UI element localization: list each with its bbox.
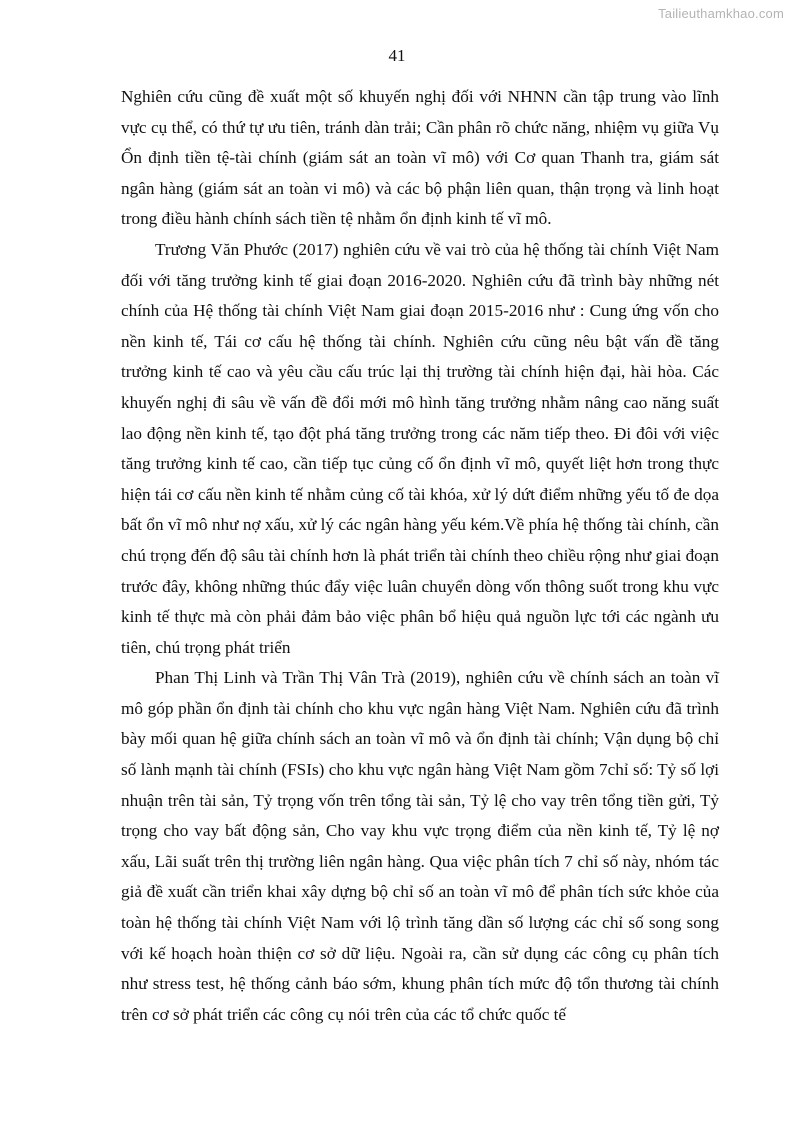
page-number: 41 [388, 46, 406, 65]
paragraph-recommendations: Nghiên cứu cũng đề xuất một số khuyến nghị đối với NHNN cần tập trung vào lĩnh vực cụ thể, có thứ tự ưu tiên, tránh dàn trải; Cần phân rõ chức năng, nhiệm vụ giữa Vụ Ổn định tiền tệ-tài chính (giám sát an toàn vĩ mô) với Cơ quan Thanh tra, giám sát ngân hàng (giám sát an toàn vi mô) và các bộ phận liên quan, thận trọng và linh hoạt trong điều hành chính sách tiền tệ nhằm ổn định kinh tế vĩ mô. [121, 87, 719, 229]
watermark: Tailieuthamkhao.com [658, 6, 784, 21]
document-body [121, 82, 719, 1030]
paragraph-phan-thi-linh: Phan Thị Linh và Trần Thị Vân Trà (2019), nghiên cứu về chính sách an toàn vĩ mô góp phần ổn định tài chính cho khu vực ngân hàng Việt Nam. Nghiên cứu đã trình bày mối quan hệ giữa chính sách an toàn vĩ mô và ổn định tài chính; Vận dụng bộ chỉ số lành mạnh tài chính (FSIs) cho khu vực ngân hàng Việt Nam gồm 7chỉ số: Tỷ số lợi nhuận trên tài sản, Tỷ trọng vốn trên tổng tài sản, Tỷ lệ cho vay trên tổng tiền gửi, Tỷ trọng cho vay bất động sản, Cho vay khu vực trọng điểm của nền kinh tế, Tỷ lệ nợ xấu, Lãi suất trên thị trường liên ngân hàng. Qua việc phân tích 7 chỉ số này, nhóm tác giả đề xuất cần triển khai xây dựng bộ chỉ số an toàn vĩ mô để phân tích sức khỏe của toàn hệ thống tài chính Việt Nam với lộ trình tăng dần số lượng các chỉ số song song với kế hoạch hoàn thiện cơ sở dữ liệu. Ngoài ra, cần sử dụng các công cụ phân tích như stress test, hệ thống cảnh báo sớm, khung phân tích mức độ tổn thương tài chính trên cơ sở phát triển các công cụ nói trên của các tổ chức quốc tế [121, 668, 719, 1024]
paragraph-truong-van-phuoc: Trương Văn Phước (2017) nghiên cứu về vai trò của hệ thống tài chính Việt Nam đối với tăng trưởng kinh tế giai đoạn 2016-2020. Nghiên cứu đã trình bày những nét chính của Hệ thống tài chính Việt Nam giai đoạn 2015-2016 như : Cung ứng vốn cho nền kinh tế, Tái cơ cấu hệ thống tài chính. Nghiên cứu cũng nêu bật vấn đề tăng trưởng kinh tế cao và yêu cầu cấu trúc lại thị trường tài chính hiện đại, hài hòa. Các khuyến nghị đi sâu về vấn đề đổi mới mô hình tăng trưởng nhằm nâng cao năng suất lao động nền kinh tế, tạo đột phá tăng trưởng trong các năm tiếp theo. Đi đôi với việc tăng trưởng kinh tế cao, cần tiếp tục củng cố ổn định vĩ mô, quyết liệt hơn trong thực hiện tái cơ cấu nền kinh tế nhằm củng cố tài khóa, xử lý dứt điểm những yếu tố đe dọa bất ổn vĩ mô như nợ xấu, xử lý các ngân hàng yếu kém.Về phía hệ thống tài chính, cần chú trọng đến độ sâu tài chính hơn là phát triển tài chính theo chiều rộng như giai đoạn trước đây, không những thúc đẩy việc luân chuyển dòng vốn thông suốt trong khu vực kinh tế thực mà còn phải đảm bảo việc phân bổ hiệu quả nguồn lực tới các ngành ưu tiên, chú trọng phát triển [121, 239, 719, 657]
